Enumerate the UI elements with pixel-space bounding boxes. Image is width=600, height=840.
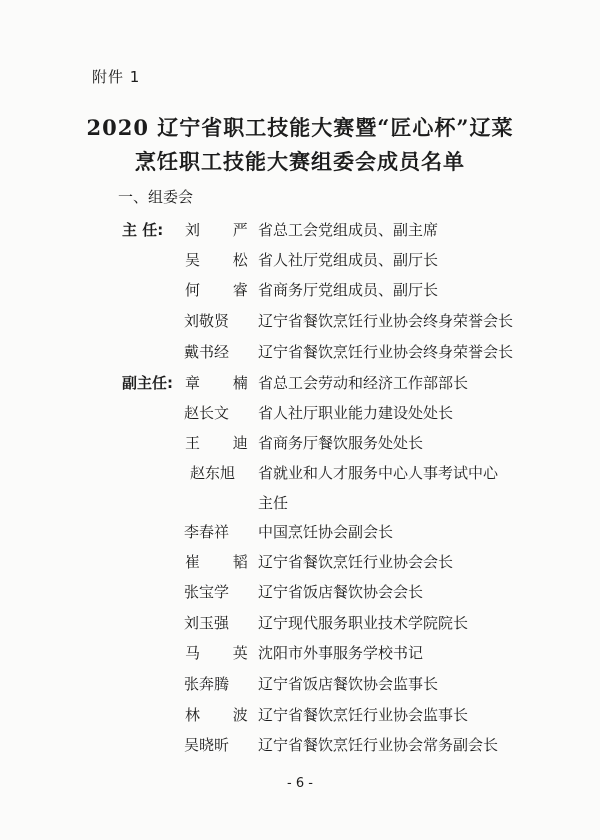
member-name: 张宝学 xyxy=(184,583,230,601)
member-row xyxy=(0,402,600,424)
member-row xyxy=(0,551,600,573)
chair-role-label: 主 任: xyxy=(122,221,164,239)
member-name: 林 波 xyxy=(185,706,262,724)
attachment-label: 附件 1 xyxy=(92,68,141,86)
member-position: 辽宁现代服务职业技术学院院长 xyxy=(258,614,469,632)
member-position: 省人社厅党组成员、副厅长 xyxy=(258,251,439,269)
member-position: 辽宁省餐饮烹饪行业协会终身荣誉会长 xyxy=(258,312,514,330)
member-name: 马 英 xyxy=(185,644,262,662)
document-title-line-1: 2020 辽宁省职工技能大赛暨“匠心杯”辽菜 xyxy=(86,115,514,140)
member-position: 省总工会劳动和经济工作部部长 xyxy=(258,374,469,392)
member-row xyxy=(0,581,600,603)
member-name: 章 楠 xyxy=(185,374,262,392)
member-position: 省就业和人才服务中心人事考试中心 xyxy=(258,464,499,482)
member-row xyxy=(0,372,600,394)
member-name: 李春祥 xyxy=(184,523,230,541)
member-row xyxy=(0,673,600,695)
vice-chair-role-label: 副主任: xyxy=(122,374,173,392)
member-name: 张奔腾 xyxy=(184,675,230,693)
member-row xyxy=(0,310,600,332)
member-row xyxy=(0,734,600,756)
member-position-continued: 主任 xyxy=(258,494,289,512)
member-row xyxy=(0,341,600,363)
member-row xyxy=(0,432,600,454)
member-name: 赵长文 xyxy=(184,404,230,422)
member-name: 王 迪 xyxy=(185,434,262,452)
member-name: 赵东旭 xyxy=(190,464,236,482)
member-position: 辽宁省饭店餐饮协会会长 xyxy=(258,583,424,601)
member-position: 辽宁省餐饮烹饪行业协会监事长 xyxy=(258,706,469,724)
member-name: 戴书经 xyxy=(184,343,230,361)
member-position: 辽宁省饭店餐饮协会监事长 xyxy=(258,675,439,693)
member-name: 何 睿 xyxy=(185,281,262,299)
member-row xyxy=(0,279,600,301)
member-position: 省人社厅职业能力建设处处长 xyxy=(258,404,454,422)
member-position: 省总工会党组成员、副主席 xyxy=(258,221,439,239)
member-position: 沈阳市外事服务学校书记 xyxy=(258,644,424,662)
member-name: 刘玉强 xyxy=(184,614,230,632)
member-position: 省商务厅餐饮服务处处长 xyxy=(258,434,424,452)
member-position: 辽宁省餐饮烹饪行业协会常务副会长 xyxy=(258,736,499,754)
member-row xyxy=(0,704,600,726)
member-name: 吴 松 xyxy=(185,251,262,269)
member-position: 辽宁省餐饮烹饪行业协会终身荣誉会长 xyxy=(258,343,514,361)
member-row xyxy=(0,642,600,664)
document-title-line-2: 烹饪职工技能大赛组委会成员名单 xyxy=(135,149,465,174)
member-row xyxy=(0,462,600,512)
member-row xyxy=(0,249,600,271)
page-number: - 6 - xyxy=(287,776,313,791)
member-name: 刘 严 xyxy=(185,221,262,239)
member-name: 刘敬贤 xyxy=(184,312,230,330)
section-heading: 一、组委会 xyxy=(118,188,194,206)
member-row xyxy=(0,219,600,241)
member-row xyxy=(0,521,600,543)
member-name: 吴晓昕 xyxy=(184,736,230,754)
member-row xyxy=(0,612,600,634)
member-name: 崔 韬 xyxy=(185,553,262,571)
member-position: 辽宁省餐饮烹饪行业协会会长 xyxy=(258,553,454,571)
member-position: 省商务厅党组成员、副厅长 xyxy=(258,281,439,299)
member-position: 中国烹饪协会副会长 xyxy=(258,523,394,541)
